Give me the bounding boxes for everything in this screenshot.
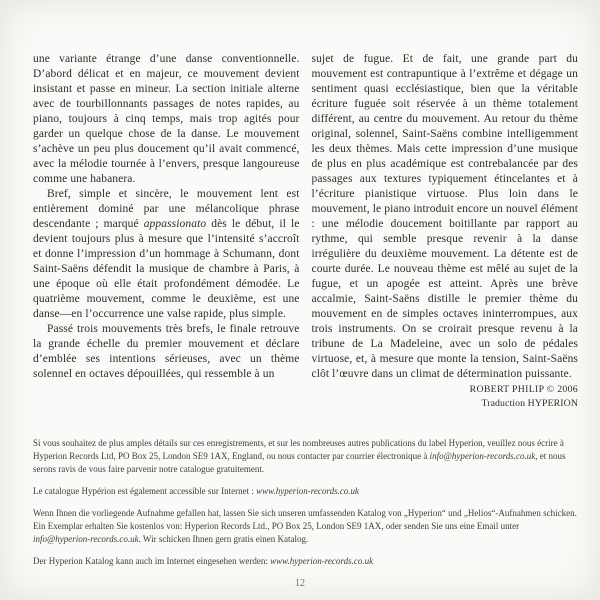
author-credit: ROBERT PHILIP © 2006 xyxy=(469,384,578,395)
contact-text-de: Wenn Ihnen die vorliegende Aufnahme gefallen hat, lassen Sie sich unseren umfassenden Katalog von „Hyperion“ und „Helios“-Aufnahmen schicken. Ein Exemplar erhalten Sie kostenlos von: Hyperion Records Ltd., PO Box 25, London SE9 1AX, oder senden Sie uns eine Email unter xyxy=(33,508,577,531)
main-text-columns xyxy=(33,52,578,411)
email-address: info@hyperion-records.co.uk xyxy=(33,534,139,544)
publisher-footer xyxy=(33,437,578,568)
translation-credit: Traduction HYPERION xyxy=(481,398,578,409)
catalog-label-de: Der Hyperion Katalog kann auch im Internet eingesehen werden: xyxy=(33,556,271,566)
catalog-line-german xyxy=(33,555,578,568)
paragraph-fugue: sujet de fugue. Et de fait, une grande part du mouvement est contrapuntique à l’extrême et dégage un sentiment quasi ecclésiastique, bien que la véritable écriture fuguée soit réservée à un thème totalement différent, au centre du mouvement. Au retour du thème original, solennel, Saint-Saëns combine intelligemment les deux thèmes. Mais cette impression d’une musique de plus en plus académique est contrebalancée par des passages aux textures typiquement étincelantes et à l’écriture pianistique virtuose. Plus loin dans le mouvement, le piano introduit encore un nouvel élément : une mélodie doucement boitillante par rapport au rythme, qui semble presque revenir à la danse irrégulière du deuxième mouvement. La détente est de courte durée. Le nouveau thème est mêlé au sujet de la fugue, et un apogée est atteint. Après une brève accalmie, Saint-Saëns distille le premier thème du mouvement en de simples octaves ininterrompues, aux trois instruments. On se croirait presque revenu à la tribune de La Madeleine, avec un solo de pédales virtuose, et, à mesure que monte la tension, Saint-Saëns clôt l’œuvre dans un climat de détermination puissante. xyxy=(311,53,578,380)
italic-term: appassionato xyxy=(143,218,207,230)
contact-text-fr: Si vous souhaitez de plus amples détails sur ces enregistrements, et sur les nombreuses autres publications du label Hyperion, veuillez nous écrire à Hyperion Records Ltd, PO Box 25, London SE9 1AX, England, ou nous contacter par courrier électronique à xyxy=(33,438,564,461)
contact-text-fr: , et nous serons ravis de vous faire parvenir notre catalogue gratuitement. xyxy=(33,451,566,474)
email-address: info@hyperion-records.co.uk xyxy=(429,451,536,461)
paragraph-continuation: une variante étrange d’une danse conventionnelle. D’abord délicat et en majeur, ce mouvement devient insistant et passe en mineur. La section initiale alterne avec de tourbillonnants passages de notes rapides, au piano, toujours à cinq temps, mais trop agités pour garder un quelque chose de la danse. Le mouvement s’achève un peu plus doucement qu’il avait commencé, avec la mélodie tournée à l’envers, presque langoureuse comme une habanera. xyxy=(33,53,300,185)
paragraph-slow-movement xyxy=(33,187,300,322)
text-column-left xyxy=(33,52,300,411)
contact-paragraph-french xyxy=(33,437,578,476)
contact-text-de: . Wir schicken Ihnen gern gratis einen Katalog. xyxy=(138,534,309,544)
catalog-line-french xyxy=(33,485,578,498)
page-number: 12 xyxy=(295,578,305,589)
catalog-label-fr: Le catalogue Hypérion est également accessible sur Internet : xyxy=(33,486,257,496)
contact-paragraph-german xyxy=(33,507,578,546)
paragraph-text: Bref, simple et sincère, le mouvement lent est entièrement dominé par une mélancolique phrase descendante ; marqué xyxy=(33,188,300,230)
paragraph-text: dès le début, il le devient toujours plus à mesure que l’intensité s’accroît et donne l’impression d’un hommage à Schumann, dont Saint-Saëns défendit la musique de chambre à Paris, à une époque où elle était profondément démodée. Le quatrième mouvement, comme le deuxième, est une danse—en l’occurrence une valse rapide, plus simple. xyxy=(33,218,300,320)
website-url: www.hyperion-records.co.uk xyxy=(256,486,360,496)
website-url: www.hyperion-records.co.uk xyxy=(270,556,374,566)
paragraph-finale: Passé trois mouvements très brefs, le finale retrouve la grande échelle du premier mouvement et déclare d’emblée ses intentions sérieuses, avec un thème solennel en octaves dépouillées, qui ressemble à un xyxy=(33,323,300,380)
text-column-right xyxy=(312,52,579,411)
